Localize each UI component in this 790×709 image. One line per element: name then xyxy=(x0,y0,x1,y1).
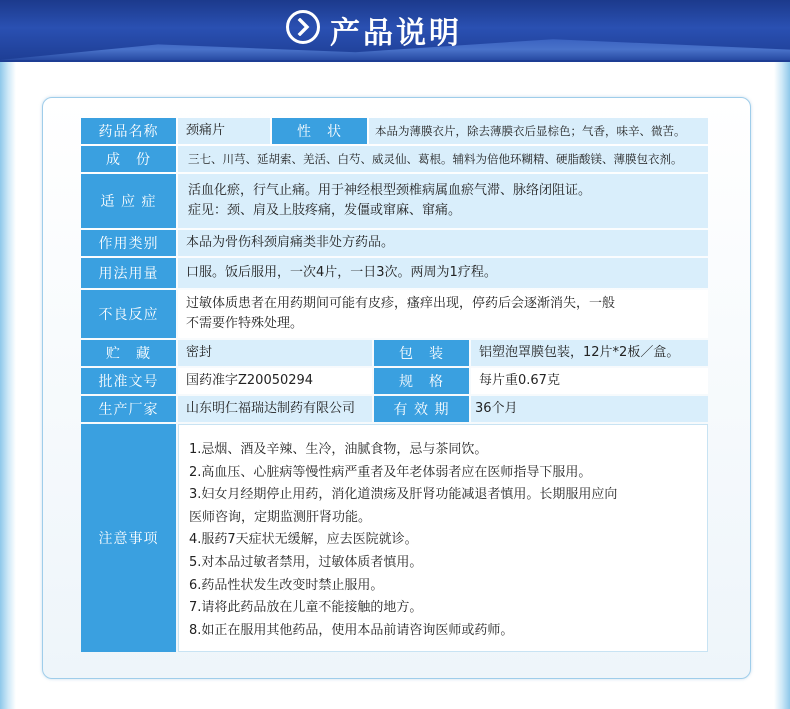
precaution-item: 1.忌烟、酒及辛辣、生冷，油腻食物，忌与茶同饮。 xyxy=(189,442,488,457)
precaution-item: 8.如正在服用其他药品，使用本品前请咨询医师或药师。 xyxy=(189,622,514,638)
value-manufacturer: 山东明仁福瑞达制药有限公司 xyxy=(178,396,372,422)
label-manufacturer: 生产厂家 xyxy=(81,396,176,422)
value-packaging: 铝塑泡罩膜包装，12片*2板／盒。 xyxy=(471,340,708,366)
label-adverse-reactions: 不良反应 xyxy=(81,290,176,338)
indications-line: 症见：颈、肩及上肢疼痛，发僵或窜麻、窜痛。 xyxy=(188,203,462,218)
value-drug-name: 颈痛片 xyxy=(178,118,270,144)
chevron-right-icon xyxy=(286,10,320,44)
label-precautions: 注意事项 xyxy=(81,424,176,652)
value-validity: 36个月 xyxy=(471,396,708,422)
label-composition: 成 份 xyxy=(81,146,176,172)
value-storage: 密封 xyxy=(178,340,372,366)
label-indications: 适 应 症 xyxy=(81,174,176,228)
label-usage: 用法用量 xyxy=(81,258,176,288)
precaution-item: 4.服药7天症状无缓解，应去医院就诊。 xyxy=(189,532,418,548)
value-precautions xyxy=(178,424,708,652)
value-category: 本品为骨伤科颈肩痛类非处方药品。 xyxy=(178,230,708,256)
precaution-item: 3.妇女月经期停止用药，消化道溃疡及肝肾功能减退者慎用。长期服用应向 xyxy=(189,487,618,503)
value-approval-number: 国药准字Z20050294 xyxy=(178,368,372,394)
value-composition: 三七、川芎、延胡索、羌活、白芍、威灵仙、葛根。辅料为倍他环糊精、硬脂酸镁、薄膜包衣剂。 xyxy=(178,146,708,172)
precaution-item: 6.药品性状发生改变时禁止服用。 xyxy=(189,577,384,593)
page-title: 产品说明 xyxy=(330,16,462,51)
precaution-item: 2.高血压、心脏病等慢性病严重者及年老体弱者应在医师指导下服用。 xyxy=(189,464,592,480)
adverse-line: 过敏体质患者在用药期间可能有皮疹，瘙痒出现，停药后会逐渐消失，一般 xyxy=(186,296,616,311)
value-character: 本品为薄膜衣片，除去薄膜衣后显棕色；气香，味辛、微苦。 xyxy=(369,118,708,144)
label-approval-number: 批准文号 xyxy=(81,368,176,394)
label-specification: 规 格 xyxy=(374,368,469,394)
value-specification: 每片重0.67克 xyxy=(471,368,708,394)
label-validity: 有 效 期 xyxy=(374,396,469,422)
precaution-item: 7.请将此药品放在儿童不能接触的地方。 xyxy=(189,600,423,616)
label-packaging: 包 装 xyxy=(374,340,469,366)
value-usage: 口服。饭后服用，一次4片，一日3次。两周为1疗程。 xyxy=(178,258,708,288)
label-drug-name: 药品名称 xyxy=(81,118,176,144)
value-adverse-reactions xyxy=(178,290,708,338)
label-character: 性 状 xyxy=(272,118,367,144)
precaution-item: 5.对本品过敏者禁用，过敏体质者慎用。 xyxy=(189,554,423,570)
value-indications xyxy=(178,174,708,228)
label-storage: 贮 藏 xyxy=(81,340,176,366)
header-banner xyxy=(0,0,790,62)
indications-line: 活血化瘀，行气止痛。用于神经根型颈椎病属血瘀气滞、脉络闭阻证。 xyxy=(188,183,592,198)
label-category: 作用类别 xyxy=(81,230,176,256)
adverse-line: 不需要作特殊处理。 xyxy=(186,316,304,331)
precaution-item: 医师咨询，定期监测肝肾功能。 xyxy=(189,509,372,525)
